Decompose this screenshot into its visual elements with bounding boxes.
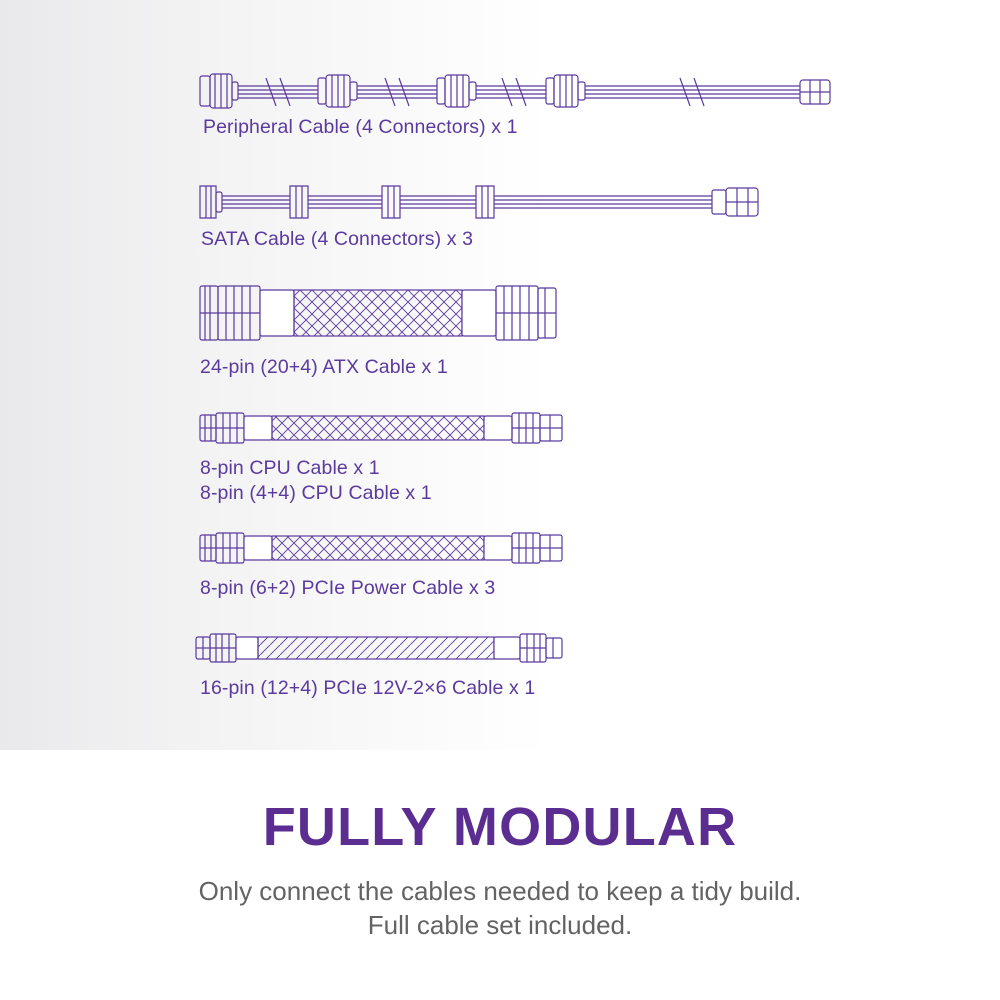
cable-label-pcie-12v-2x6: 16-pin (12+4) PCIe 12V-2×6 Cable x 1 [200,677,536,699]
pcie-12v-2x6-cable-icon [0,625,1000,669]
peripheral-cable-icon [0,60,1000,116]
cable-label-cpu-secondary: 8-pin (4+4) CPU Cable x 1 [200,482,432,504]
atx-cable-icon [0,278,1000,348]
cable-entry-cpu [0,405,1000,505]
cable-label-sata: SATA Cable (4 Connectors) x 3 [201,228,474,250]
cable-label-peripheral: Peripheral Cable (4 Connectors) x 1 [203,116,518,138]
cable-label-atx: 24-pin (20+4) ATX Cable x 1 [200,356,448,378]
subline-secondary: Full cable set included. [367,910,633,941]
cable-entry-peripheral [0,60,1000,139]
cable-entry-sata [0,172,1000,251]
cpu-cable-icon [0,405,1000,449]
cable-entry-pcie [0,525,1000,600]
headline: FULLY MODULAR [262,797,738,857]
cable-label-cpu: 8-pin CPU Cable x 1 [200,457,380,479]
cable-entry-atx [0,278,1000,379]
footer-band [0,750,1000,1000]
cable-entry-pcie-12v-2x6 [0,625,1000,700]
sata-cable-icon [0,172,1000,228]
cable-label-pcie: 8-pin (6+2) PCIe Power Cable x 3 [200,577,496,599]
pcie-cable-icon [0,525,1000,569]
subline-primary: Only connect the cables needed to keep a tidy build. [198,876,802,906]
